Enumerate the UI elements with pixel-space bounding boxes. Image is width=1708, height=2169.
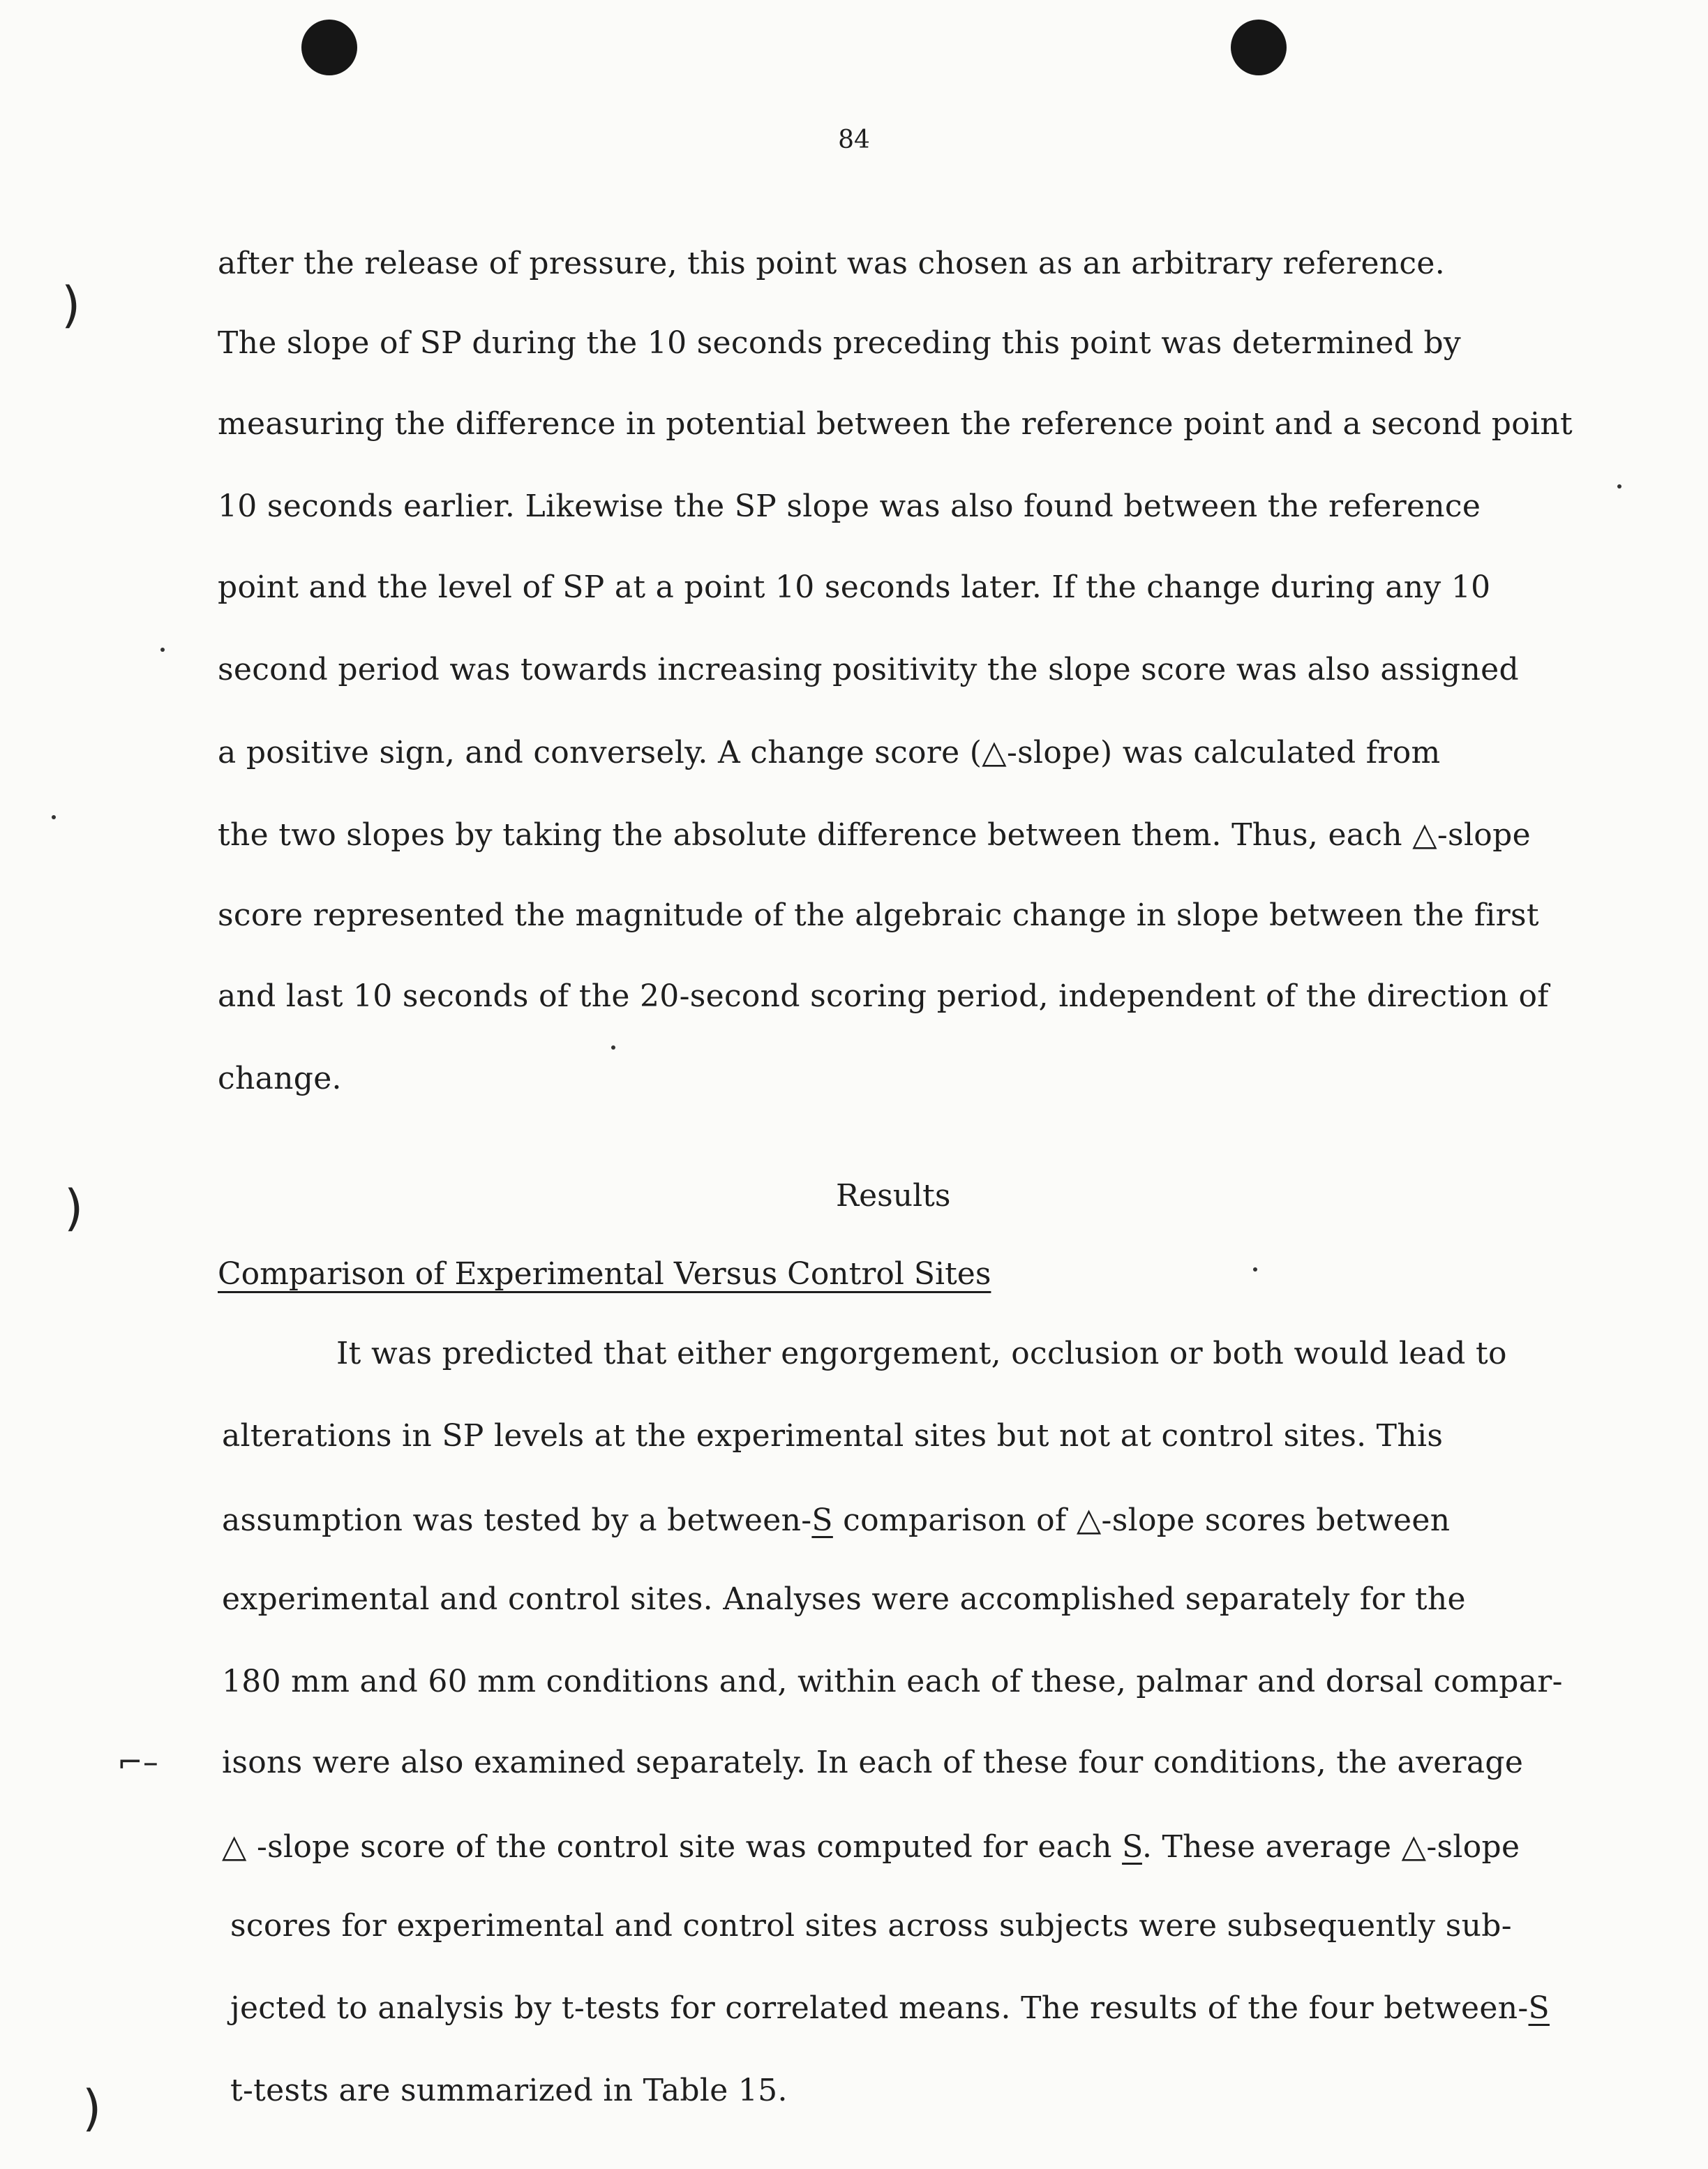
scan-speck: [160, 648, 165, 652]
text-line: change.: [218, 1061, 342, 1096]
text-line: score represented the magnitude of the algebraic change in slope between the first: [218, 897, 1539, 933]
section-subheading: Comparison of Experimental Versus Control Sites: [218, 1256, 991, 1292]
delta-icon: △: [982, 733, 1007, 770]
scan-speck: [1617, 484, 1621, 489]
punch-hole-left: [301, 20, 357, 75]
scan-speck: [611, 1045, 615, 1050]
margin-bracket-mark: ): [64, 1179, 84, 1237]
results-heading: Results: [836, 1178, 951, 1214]
text-line: 10 seconds earlier. Likewise the SP slope was also found between the reference: [218, 489, 1481, 524]
margin-bracket-mark: ): [82, 2080, 102, 2137]
text-line: and last 10 seconds of the 20-second scoring period, independent of the direction of: [218, 978, 1549, 1014]
delta-icon: △: [1401, 1827, 1427, 1865]
text-line: the two slopes by taking the absolute difference between them. Thus, each △-slope: [218, 815, 1531, 853]
text-line: t-tests are summarized in Table 15.: [230, 2073, 788, 2108]
text-line: It was predicted that either engorgement, occlusion or both would lead to: [336, 1336, 1507, 1371]
margin-dash-mark: ⌐–: [117, 1745, 158, 1780]
text-line: second period was towards increasing positivity the slope score was also assigned: [218, 652, 1519, 687]
text-line: experimental and control sites. Analyses were accomplished separately for the: [222, 1581, 1466, 1617]
text-line: point and the level of SP at a point 10 seconds later. If the change during any 10: [218, 569, 1491, 605]
text-line: jected to analysis by t-tests for correlated means. The results of the four between-S: [230, 1990, 1550, 2026]
scan-speck: [1253, 1267, 1257, 1272]
text-line: The slope of SP during the 10 seconds preceding this point was determined by: [218, 325, 1462, 361]
text-line: assumption was tested by a between-S comparison of △-slope scores between: [222, 1500, 1451, 1538]
text-line: a positive sign, and conversely. A change score (△-slope) was calculated from: [218, 733, 1441, 770]
scan-speck: [52, 815, 56, 819]
text-line: scores for experimental and control sites across subjects were subsequently sub-: [230, 1908, 1512, 1944]
text-line: measuring the difference in potential between the reference point and a second point: [218, 406, 1573, 442]
punch-hole-right: [1231, 20, 1287, 75]
text-line: △ -slope score of the control site was computed for each S. These average △-slope: [222, 1827, 1520, 1865]
text-line: after the release of pressure, this point was chosen as an arbitrary reference.: [218, 246, 1445, 281]
text-line: isons were also examined separately. In each of these four conditions, the average: [222, 1745, 1524, 1780]
text-line: alterations in SP levels at the experimental sites but not at control sites. This: [222, 1418, 1444, 1454]
margin-bracket-mark: ): [61, 276, 81, 334]
delta-icon: △: [1412, 815, 1437, 853]
delta-icon: △: [222, 1827, 247, 1865]
text-line: 180 mm and 60 mm conditions and, within each of these, palmar and dorsal compar-: [222, 1664, 1563, 1699]
page-number: 84: [838, 126, 870, 154]
delta-icon: △: [1076, 1500, 1102, 1538]
